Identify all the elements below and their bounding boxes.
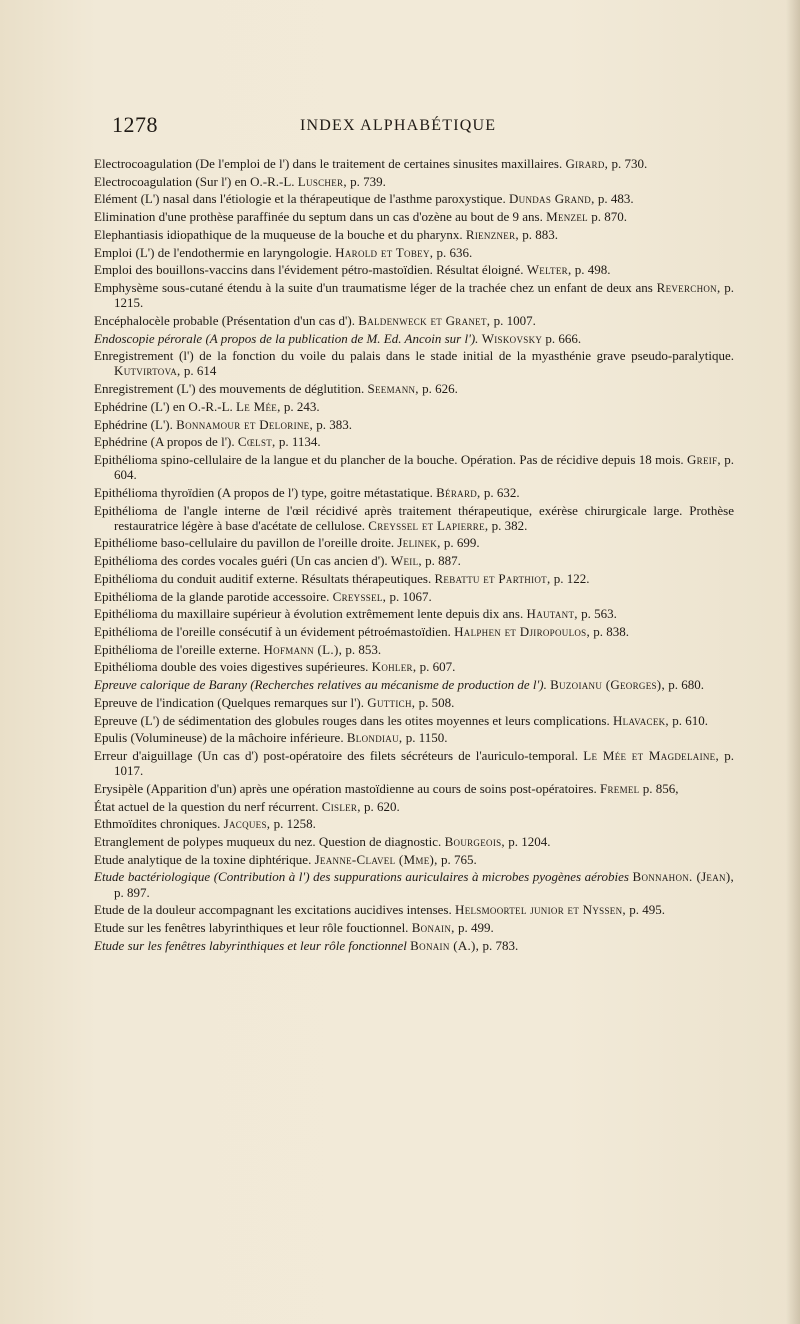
index-entry (94, 227, 734, 242)
entry-author: Buzoianu (Georges), (550, 677, 665, 693)
entry-page-ref: p. 1067. (389, 588, 432, 604)
entry-title: Epreuve calorique de Barany (Recherches relatives au mécanisme de production de l'). (94, 677, 547, 693)
entry-author: Jelinek, (397, 535, 441, 551)
entry-page-ref: p. 563. (581, 606, 617, 622)
page-number: 1278 (112, 112, 158, 137)
index-entry (94, 606, 734, 621)
entry-page-ref: p. 1007. (493, 312, 536, 328)
entry-page-ref: p. 765. (440, 851, 477, 867)
entry-title: Elephantiasis idiopathique de la muqueuse de la bouche et du pharynx. (94, 226, 463, 242)
index-entry (94, 659, 734, 674)
entry-author: Fremel (599, 780, 640, 796)
index-entry (94, 938, 734, 953)
index-entry (94, 434, 734, 449)
entry-title: Etude analytique de la toxine diphtérique. (94, 851, 312, 867)
entry-title: Etude sur les fenêtres labyrinthiques et leur rôle fonctionnel (94, 937, 407, 953)
entry-title: Emphysème sous-cutané étendu à la suite d'un traumatisme léger de la trachée chez un enfant de deux ans (94, 279, 653, 295)
entry-page-ref: p. 856, (642, 780, 679, 796)
entry-title: Epreuve (L') de sédimentation des globules rouges dans les otites moyennes et leurs complications. (94, 712, 610, 728)
index-entry (94, 503, 734, 533)
index-entry (94, 485, 734, 500)
entry-title: Encéphalocèle probable (Présentation d'un cas d'). (94, 312, 355, 328)
running-title: INDEX ALPHABÉTIQUE (300, 117, 497, 134)
index-entry (94, 262, 734, 277)
index-entry (94, 624, 734, 639)
entry-author: Hofmann (L.), (263, 641, 343, 657)
entry-title: Epithélioma thyroïdien (A propos de l') type, goitre métastatique. (94, 484, 433, 500)
entry-page-ref: p. 610. (672, 712, 708, 728)
entry-page-ref: p. 739. (350, 173, 386, 189)
index-entry (94, 834, 734, 849)
index-entry (94, 191, 734, 206)
entry-title: Elimination d'une prothèse paraffinée du septum dans un cas d'ozène au bout de 9 ans. (94, 209, 543, 225)
entry-page-ref: p. 626. (422, 381, 458, 397)
entry-title: Etude bactériologique (Contribution à l') des suppurations auriculaires à microbes pyogènes aérobies (94, 869, 629, 885)
entry-author: Hlavacek, (612, 712, 669, 728)
index-entry (94, 174, 734, 189)
index-entry (94, 417, 734, 432)
entry-title: Epithélioma des cordes vocales guéri (Un cas ancien d'). (94, 553, 388, 569)
entry-title: Epithélioma du maxillaire supérieur à évolution extrêmement lente depuis dix ans. (94, 606, 524, 622)
index-entry (94, 816, 734, 831)
index-entry (94, 589, 734, 604)
entry-author: Dundas Grand, (508, 191, 595, 207)
entry-title: Ethmoïdites chroniques. (94, 816, 221, 832)
entry-page-ref: p. 680. (668, 677, 704, 693)
index-entries (94, 156, 734, 955)
entry-page-ref: p. 620. (364, 798, 400, 814)
index-entry (94, 535, 734, 550)
entry-title: Electrocoagulation (Sur l') en O.-R.-L. (94, 173, 295, 189)
entry-author: Creyssel, (332, 588, 387, 604)
entry-author: Kutvirtova, (114, 363, 181, 379)
entry-author: Welter, (526, 262, 572, 278)
entry-page-ref: p. 883. (522, 226, 558, 242)
entry-title: Etranglement de polypes muqueux du nez. Question de diagnostic. (94, 833, 442, 849)
index-entry (94, 781, 734, 796)
entry-author: Seemann, (367, 381, 419, 397)
index-entry (94, 902, 734, 917)
index-entry (94, 381, 734, 396)
entry-title: Etude sur les fenêtres labyrinthiques et leur rôle fouctionnel. (94, 919, 409, 935)
entry-title: Emploi (L') de l'endothermie en laryngologie. (94, 244, 332, 260)
entry-title: Epithélioma de l'oreille externe. (94, 641, 261, 657)
entry-title: Ephédrine (L') en O.-R.-L. (94, 398, 233, 414)
entry-author: Bourgeois, (444, 833, 505, 849)
index-entry (94, 280, 734, 310)
entry-title: Epithélioma spino-cellulaire de la langue et du plancher de la bouche. Opération. Pas de récidive depuis 18 mois. (94, 451, 684, 467)
entry-author: Blondiau, (346, 730, 403, 746)
index-entry (94, 799, 734, 814)
entry-page-ref: p. 1204. (508, 833, 551, 849)
entry-page-ref: p. 897. (114, 884, 150, 900)
entry-page-ref: p. 1134. (278, 434, 321, 450)
entry-title: Electrocoagulation (De l'emploi de l') dans le traitement de certaines sinusites maxillaires. (94, 156, 563, 171)
entry-page-ref: p. 666. (545, 330, 582, 346)
entry-title: Enregistrement (L') des mouvements de déglutition. (94, 381, 365, 397)
entry-title: Erysipèle (Apparition d'un) après une opération mastoïdienne au cours de soins post-opératoires. (94, 780, 597, 796)
entry-title: Emploi des bouillons-vaccins dans l'évidement pétro-mastoïdien. Résultat éloigné. (94, 262, 524, 278)
entry-page-ref: p. 632. (483, 484, 520, 500)
entry-title: Epulis (Volumineuse) de la mâchoire inférieure. (94, 730, 344, 746)
entry-page-ref: p. 1258. (273, 816, 316, 832)
page-edge-shadow (786, 0, 800, 1324)
entry-page-ref: p. 614 (183, 363, 217, 379)
index-entry (94, 331, 734, 346)
entry-author: Hautant, (526, 606, 578, 622)
entry-page-ref: p. 730. (611, 156, 648, 171)
entry-author: Creyssel et Lapierre, (368, 517, 489, 533)
entry-author: Menzel (546, 209, 588, 225)
entry-title: Epithélioma double des voies digestives supérieures. (94, 659, 369, 675)
entry-author: Bonnamour et Delorine, (176, 416, 314, 432)
entry-author: Kohler, (371, 659, 417, 675)
entry-author: Guttich, (367, 694, 416, 710)
index-entry (94, 245, 734, 260)
entry-title: État actuel de la question du nerf récurrent. (94, 798, 319, 814)
index-entry (94, 713, 734, 728)
entry-page-ref: p. 1150. (405, 730, 448, 746)
index-entry (94, 677, 734, 692)
index-entry (94, 869, 734, 899)
index-entry (94, 730, 734, 745)
entry-author: Jeanne-Clavel (Mme), (314, 851, 438, 867)
entry-page-ref: p. 838. (593, 623, 630, 639)
entry-page-ref: p. 870. (591, 209, 627, 225)
entry-author: Cisler, (321, 798, 361, 814)
entry-title: Epithélioma de la glande parotide accessoire. (94, 588, 330, 604)
entry-author: Wiskovsky (481, 330, 543, 346)
index-entry (94, 571, 734, 586)
entry-title: Epithéliome baso-cellulaire du pavillon de l'oreille droite. (94, 535, 395, 551)
entry-title: Epithélioma de l'oreille consécutif à un évidement pétroémastoïdien. (94, 623, 451, 639)
entry-page-ref: p. 483. (597, 191, 634, 207)
index-entry (94, 209, 734, 224)
entry-author: Jacques, (223, 816, 271, 832)
entry-title: Ephédrine (A propos de l'). (94, 434, 235, 450)
entry-author: Weil, (390, 553, 422, 569)
entry-author: Bonain (A.), (410, 937, 480, 953)
entry-author: Helsmoortel junior et Nyssen, (455, 902, 626, 918)
entry-title: Epithélioma de l'angle interne de l'œil récidivé après traitement thérapeutique, exérèse chirurgicale large. Prothèse restauratrice légère à base d'acétate de cellulose. (94, 502, 734, 533)
entry-author: Bonain, (411, 919, 455, 935)
entry-author: Le Mée, (236, 398, 281, 414)
entry-author: Rienzner, (465, 226, 519, 242)
index-entry (94, 852, 734, 867)
entry-title: Epreuve de l'indication (Quelques remarques sur l'). (94, 694, 365, 710)
entry-title: Epithélioma du conduit auditif externe. Résultats thérapeutiques. (94, 570, 432, 586)
entry-author: Luscher, (297, 173, 347, 189)
entry-author: Greif, (686, 451, 721, 467)
index-entry (94, 452, 734, 482)
entry-page-ref: p. 382. (491, 517, 528, 533)
entry-author: Cœlst, (237, 434, 276, 450)
entry-page-ref: p. 636. (436, 244, 473, 260)
index-entry (94, 695, 734, 710)
entry-page-ref: p. 243. (283, 398, 320, 414)
entry-page-ref: p. 604. (114, 451, 735, 483)
index-entry (94, 553, 734, 568)
entry-page-ref: p. 499. (457, 919, 494, 935)
entry-title: Etude de la douleur accompagnant les excitations aucidives intenses. (94, 902, 452, 918)
entry-title: Enregistrement (l') de la fonction du voile du palais dans le stade initial de la myasthénie grave pseudo-paralytique. (94, 348, 734, 364)
index-entry (94, 156, 734, 171)
entry-author: Bérard, (436, 484, 481, 500)
entry-author: Le Mée et Magdelaine, (583, 747, 720, 763)
entry-author: Baldenweck et Granet, (358, 312, 491, 328)
index-entry (94, 920, 734, 935)
entry-page-ref: p. 1017. (114, 747, 734, 779)
entry-author: Bonnahon. (Jean), (632, 869, 735, 885)
entry-page-ref: p. 383. (316, 416, 353, 432)
entry-author: Rebattu et Parthiot, (434, 570, 551, 586)
index-entry (94, 748, 734, 778)
entry-page-ref: p. 495. (629, 902, 665, 918)
index-entry (94, 642, 734, 657)
index-entry (94, 399, 734, 414)
entry-page-ref: p. 783. (482, 937, 519, 953)
entry-title: Erreur d'aiguillage (Un cas d') post-opératoire des filets sécréteurs de l'auriculo-temporal. (94, 747, 579, 763)
index-entry (94, 348, 734, 378)
entry-author: Girard, (565, 156, 609, 171)
entry-title: Endoscopie pérorale (A propos de la publication de M. Ed. Ancoin sur l'). (94, 330, 479, 346)
entry-page-ref: p. 853. (345, 641, 382, 657)
entry-page-ref: p. 887. (425, 553, 461, 569)
entry-author: Halphen et Djiropoulos, (454, 623, 591, 639)
entry-title: Ephédrine (L'). (94, 416, 173, 432)
entry-page-ref: p. 122. (553, 570, 590, 586)
entry-title: Elément (L') nasal dans l'étiologie et la thérapeutique de l'asthme paroxystique. (94, 191, 506, 207)
entry-page-ref: p. 699. (443, 535, 480, 551)
entry-page-ref: p. 508. (418, 694, 455, 710)
entry-page-ref: p. 498. (574, 262, 611, 278)
entry-author: Reverchon, (656, 279, 721, 295)
entry-page-ref: p. 1215. (114, 279, 734, 311)
entry-author: Harold et Tobey, (335, 244, 434, 260)
page-header (112, 112, 732, 142)
index-entry (94, 313, 734, 328)
entry-page-ref: p. 607. (419, 659, 456, 675)
